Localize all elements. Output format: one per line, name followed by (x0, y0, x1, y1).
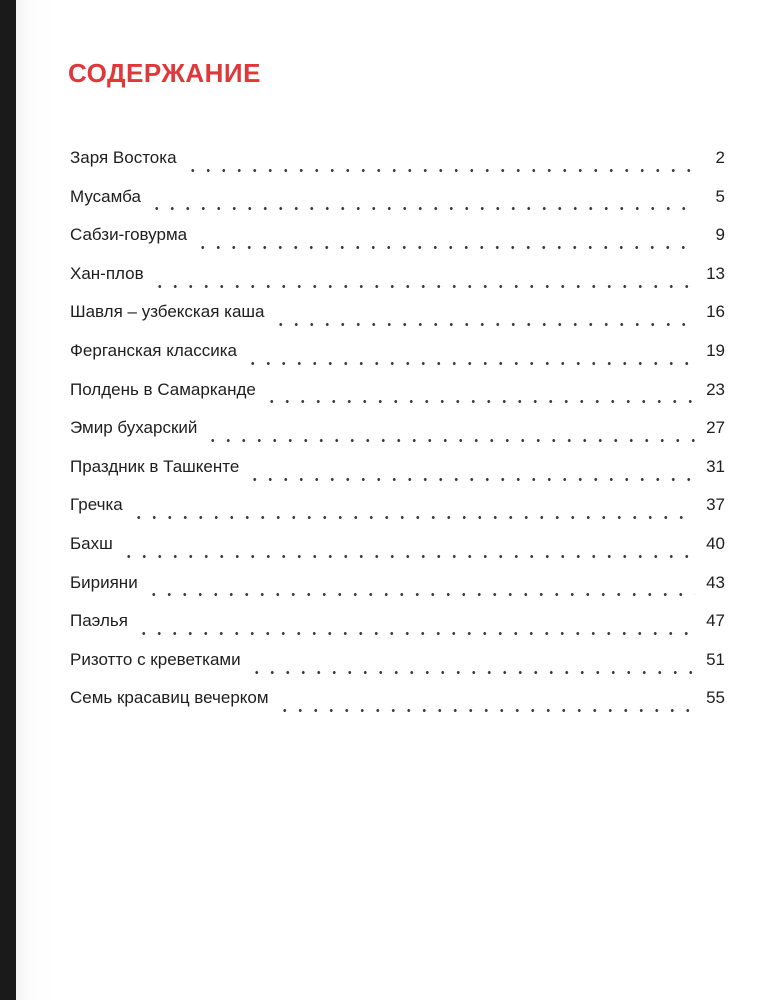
toc-entry-title: Бахш (70, 533, 113, 553)
toc-entry[interactable] (70, 302, 725, 341)
toc-entry-title: Бирияни (70, 572, 138, 592)
dot-leader (136, 632, 695, 635)
toc-entry-title: Мусамба (70, 186, 141, 206)
toc-page-number: 19 (706, 340, 725, 360)
toc-page-number: 31 (706, 456, 725, 476)
toc-entry-title: Гречка (70, 495, 123, 515)
toc-entry[interactable] (70, 380, 725, 419)
dot-leader (245, 362, 695, 365)
toc-entry[interactable] (70, 573, 725, 612)
toc-entry-title: Эмир бухарский (70, 418, 198, 438)
toc-page-number: 27 (706, 418, 725, 438)
toc-entry-title: Ферганская классика (70, 340, 237, 360)
toc-page-number: 9 (715, 225, 725, 245)
dot-leader (152, 285, 695, 288)
dot-leader (149, 207, 695, 210)
toc-entry-title: Полдень в Самарканде (70, 379, 256, 399)
toc-entry[interactable] (70, 187, 725, 226)
dot-leader (185, 169, 695, 172)
toc-entry-title: Семь красавиц вечерком (70, 688, 269, 708)
dot-leader (277, 709, 695, 712)
toc-entry-title: Хан-плов (70, 263, 144, 283)
book-spine-edge (0, 0, 16, 1000)
toc-page-number: 23 (706, 379, 725, 399)
toc-entry-title: Ризотто с креветками (70, 649, 241, 669)
toc-page-number: 40 (706, 533, 725, 553)
toc-page-number: 47 (706, 611, 725, 631)
toc-page-number: 37 (706, 495, 725, 515)
dot-leader (247, 478, 695, 481)
toc-page-number: 2 (715, 148, 725, 167)
table-of-contents (70, 148, 725, 727)
dot-leader (121, 555, 695, 558)
toc-entry-title: Шавля – узбекская каша (70, 302, 265, 322)
dot-leader (146, 593, 695, 596)
dot-leader (273, 323, 696, 326)
toc-entry[interactable] (70, 225, 725, 264)
toc-page-number: 43 (706, 572, 725, 592)
toc-page-number: 13 (706, 263, 725, 283)
toc-entry-title: Паэлья (70, 611, 128, 631)
toc-entry[interactable] (70, 495, 725, 534)
page-title: СОДЕРЖАНИЕ (68, 58, 261, 88)
dot-leader (249, 671, 695, 674)
toc-entry[interactable] (70, 534, 725, 573)
dot-leader (205, 439, 695, 442)
toc-entry[interactable] (70, 148, 725, 187)
toc-entry[interactable] (70, 264, 725, 303)
toc-page-number: 5 (715, 186, 725, 206)
toc-entry[interactable] (70, 341, 725, 380)
contents-page (16, 0, 766, 1000)
toc-page-number: 51 (706, 649, 725, 669)
dot-leader (264, 400, 695, 403)
toc-entry[interactable] (70, 457, 725, 496)
toc-entry[interactable] (70, 688, 725, 727)
toc-page-number: 55 (706, 688, 725, 708)
dot-leader (195, 246, 695, 249)
toc-page-number: 16 (706, 302, 725, 322)
dot-leader (131, 516, 695, 519)
toc-entry[interactable] (70, 611, 725, 650)
toc-entry[interactable] (70, 418, 725, 457)
toc-entry-title: Праздник в Ташкенте (70, 456, 240, 476)
toc-entry-title: Сабзи-говурма (70, 225, 188, 245)
toc-entry-title: Заря Востока (70, 148, 177, 167)
toc-entry[interactable] (70, 650, 725, 689)
